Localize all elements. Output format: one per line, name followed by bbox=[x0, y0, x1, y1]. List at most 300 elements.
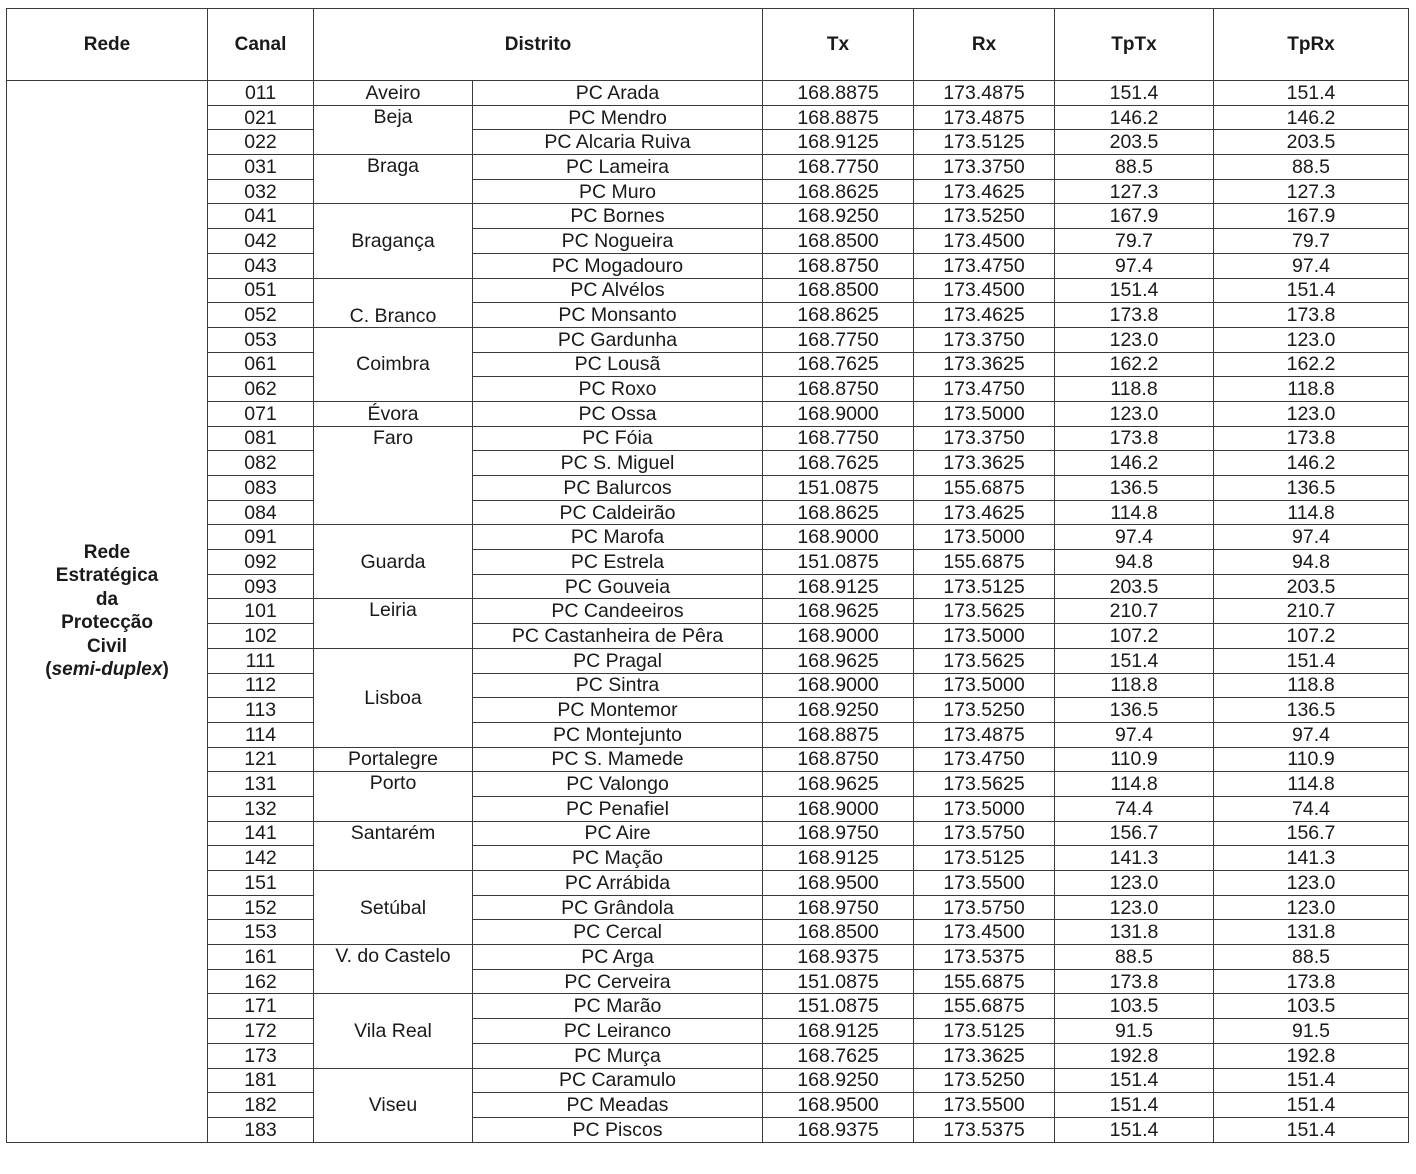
tx-cell: 168.9000 bbox=[763, 624, 914, 649]
table-row bbox=[7, 303, 1409, 328]
table-row bbox=[7, 155, 1409, 180]
tx-cell: 168.7625 bbox=[763, 1043, 914, 1068]
canal-cell: 141 bbox=[208, 821, 314, 846]
tprx-cell: 167.9 bbox=[1214, 204, 1409, 229]
rx-cell: 173.5375 bbox=[914, 945, 1055, 970]
site-cell: PC Gardunha bbox=[473, 327, 763, 352]
site-cell: PC Mendro bbox=[473, 105, 763, 130]
site-cell: PC Grândola bbox=[473, 895, 763, 920]
table-row bbox=[7, 871, 1409, 896]
table-body bbox=[7, 81, 1409, 1143]
table-row bbox=[7, 994, 1409, 1019]
header-tprx: TpRx bbox=[1214, 9, 1409, 81]
tprx-cell: 123.0 bbox=[1214, 895, 1409, 920]
site-cell: PC Marofa bbox=[473, 525, 763, 550]
site-cell: PC Pragal bbox=[473, 648, 763, 673]
site-cell: PC Arrábida bbox=[473, 871, 763, 896]
network-name-line: da bbox=[95, 588, 119, 610]
rx-cell: 173.4625 bbox=[914, 303, 1055, 328]
tprx-cell: 123.0 bbox=[1214, 401, 1409, 426]
rx-cell: 173.3625 bbox=[914, 451, 1055, 476]
district-cell: Guarda bbox=[314, 525, 473, 599]
table-row bbox=[7, 574, 1409, 599]
tx-cell: 168.9500 bbox=[763, 1093, 914, 1118]
tx-cell: 168.8750 bbox=[763, 253, 914, 278]
tptx-cell: 136.5 bbox=[1055, 698, 1214, 723]
canal-cell: 042 bbox=[208, 229, 314, 254]
site-cell: PC Castanheira de Pêra bbox=[473, 624, 763, 649]
rx-cell: 173.5000 bbox=[914, 401, 1055, 426]
table-row bbox=[7, 1019, 1409, 1044]
tptx-cell: 173.8 bbox=[1055, 303, 1214, 328]
tprx-cell: 110.9 bbox=[1214, 747, 1409, 772]
tptx-cell: 97.4 bbox=[1055, 253, 1214, 278]
tptx-cell: 173.8 bbox=[1055, 426, 1214, 451]
rx-cell: 173.3625 bbox=[914, 352, 1055, 377]
network-mode-close: ) bbox=[162, 659, 169, 681]
tx-cell: 168.8750 bbox=[763, 747, 914, 772]
canal-cell: 131 bbox=[208, 772, 314, 797]
tprx-cell: 91.5 bbox=[1214, 1019, 1409, 1044]
rx-cell: 155.6875 bbox=[914, 476, 1055, 501]
canal-cell: 152 bbox=[208, 895, 314, 920]
canal-cell: 081 bbox=[208, 426, 314, 451]
table-header bbox=[7, 9, 1409, 81]
tprx-cell: 141.3 bbox=[1214, 846, 1409, 871]
rx-cell: 173.4875 bbox=[914, 105, 1055, 130]
tptx-cell: 97.4 bbox=[1055, 525, 1214, 550]
tx-cell: 168.9125 bbox=[763, 1019, 914, 1044]
tx-cell: 168.8625 bbox=[763, 303, 914, 328]
rx-cell: 173.5125 bbox=[914, 1019, 1055, 1044]
rx-cell: 173.5000 bbox=[914, 673, 1055, 698]
tprx-cell: 114.8 bbox=[1214, 772, 1409, 797]
tprx-cell: 88.5 bbox=[1214, 945, 1409, 970]
tptx-cell: 192.8 bbox=[1055, 1043, 1214, 1068]
tptx-cell: 123.0 bbox=[1055, 871, 1214, 896]
site-cell: PC Sintra bbox=[473, 673, 763, 698]
rx-cell: 173.4500 bbox=[914, 278, 1055, 303]
table-row bbox=[7, 105, 1409, 130]
district-cell: Aveiro bbox=[314, 81, 473, 106]
tx-cell: 168.9125 bbox=[763, 574, 914, 599]
table-row bbox=[7, 500, 1409, 525]
site-cell: PC Balurcos bbox=[473, 476, 763, 501]
tprx-cell: 118.8 bbox=[1214, 377, 1409, 402]
tptx-cell: 103.5 bbox=[1055, 994, 1214, 1019]
tptx-cell: 97.4 bbox=[1055, 722, 1214, 747]
table-row bbox=[7, 525, 1409, 550]
tx-cell: 168.8500 bbox=[763, 920, 914, 945]
district-cell: Viseu bbox=[314, 1068, 473, 1142]
tptx-cell: 127.3 bbox=[1055, 179, 1214, 204]
site-cell: PC Montejunto bbox=[473, 722, 763, 747]
tx-cell: 168.9000 bbox=[763, 673, 914, 698]
table-row bbox=[7, 401, 1409, 426]
tprx-cell: 103.5 bbox=[1214, 994, 1409, 1019]
rx-cell: 173.5500 bbox=[914, 871, 1055, 896]
tx-cell: 168.7625 bbox=[763, 352, 914, 377]
canal-cell: 151 bbox=[208, 871, 314, 896]
canal-cell: 182 bbox=[208, 1093, 314, 1118]
tptx-cell: 88.5 bbox=[1055, 945, 1214, 970]
tprx-cell: 162.2 bbox=[1214, 352, 1409, 377]
canal-cell: 021 bbox=[208, 105, 314, 130]
district-cell: Santarém bbox=[314, 821, 473, 870]
site-cell: PC Ossa bbox=[473, 401, 763, 426]
tx-cell: 168.9750 bbox=[763, 821, 914, 846]
tprx-cell: 79.7 bbox=[1214, 229, 1409, 254]
network-mode: semi-duplex bbox=[51, 659, 163, 681]
canal-cell: 082 bbox=[208, 451, 314, 476]
tptx-cell: 88.5 bbox=[1055, 155, 1214, 180]
rx-cell: 173.3750 bbox=[914, 155, 1055, 180]
frequency-table bbox=[6, 8, 1409, 1143]
tptx-cell: 118.8 bbox=[1055, 673, 1214, 698]
district-cell: Faro bbox=[314, 426, 473, 525]
tx-cell: 168.8875 bbox=[763, 722, 914, 747]
tx-cell: 151.0875 bbox=[763, 550, 914, 575]
tx-cell: 168.7625 bbox=[763, 451, 914, 476]
rx-cell: 173.5375 bbox=[914, 1117, 1055, 1142]
tptx-cell: 123.0 bbox=[1055, 401, 1214, 426]
site-cell: PC Lameira bbox=[473, 155, 763, 180]
canal-cell: 111 bbox=[208, 648, 314, 673]
tprx-cell: 107.2 bbox=[1214, 624, 1409, 649]
rx-cell: 173.5625 bbox=[914, 599, 1055, 624]
table-row bbox=[7, 624, 1409, 649]
network-mode-open: ( bbox=[45, 659, 52, 681]
rx-cell: 173.5000 bbox=[914, 796, 1055, 821]
district-cell: Leiria bbox=[314, 599, 473, 648]
canal-cell: 052 bbox=[208, 303, 314, 328]
canal-cell: 011 bbox=[208, 81, 314, 106]
table-row bbox=[7, 796, 1409, 821]
network-name-line: Rede bbox=[83, 541, 131, 563]
canal-cell: 112 bbox=[208, 673, 314, 698]
tptx-cell: 151.4 bbox=[1055, 1068, 1214, 1093]
tprx-cell: 173.8 bbox=[1214, 969, 1409, 994]
tx-cell: 168.9750 bbox=[763, 895, 914, 920]
rx-cell: 173.4750 bbox=[914, 377, 1055, 402]
tprx-cell: 192.8 bbox=[1214, 1043, 1409, 1068]
rx-cell: 173.5125 bbox=[914, 574, 1055, 599]
tptx-cell: 110.9 bbox=[1055, 747, 1214, 772]
canal-cell: 041 bbox=[208, 204, 314, 229]
tptx-cell: 123.0 bbox=[1055, 327, 1214, 352]
site-cell: PC Monsanto bbox=[473, 303, 763, 328]
header-distrito: Distrito bbox=[314, 9, 763, 81]
tptx-cell: 146.2 bbox=[1055, 451, 1214, 476]
canal-cell: 043 bbox=[208, 253, 314, 278]
tx-cell: 168.9125 bbox=[763, 130, 914, 155]
table-row bbox=[7, 698, 1409, 723]
table-row bbox=[7, 476, 1409, 501]
rx-cell: 173.4625 bbox=[914, 179, 1055, 204]
table-row bbox=[7, 673, 1409, 698]
table-row bbox=[7, 278, 1409, 303]
canal-cell: 121 bbox=[208, 747, 314, 772]
tx-cell: 168.9250 bbox=[763, 204, 914, 229]
table-row bbox=[7, 352, 1409, 377]
rx-cell: 173.3750 bbox=[914, 426, 1055, 451]
tx-cell: 151.0875 bbox=[763, 476, 914, 501]
table-row bbox=[7, 1068, 1409, 1093]
site-cell: PC Valongo bbox=[473, 772, 763, 797]
canal-cell: 171 bbox=[208, 994, 314, 1019]
tptx-cell: 203.5 bbox=[1055, 574, 1214, 599]
table-row bbox=[7, 550, 1409, 575]
table-row bbox=[7, 772, 1409, 797]
tptx-cell: 114.8 bbox=[1055, 772, 1214, 797]
table-row bbox=[7, 179, 1409, 204]
rx-cell: 173.5625 bbox=[914, 648, 1055, 673]
district-cell: Bragança bbox=[314, 204, 473, 278]
canal-cell: 102 bbox=[208, 624, 314, 649]
table-row bbox=[7, 945, 1409, 970]
rx-cell: 173.5625 bbox=[914, 772, 1055, 797]
table-row bbox=[7, 229, 1409, 254]
table-row bbox=[7, 722, 1409, 747]
tx-cell: 168.9375 bbox=[763, 1117, 914, 1142]
tprx-cell: 146.2 bbox=[1214, 105, 1409, 130]
district-cell: Setúbal bbox=[314, 871, 473, 945]
tx-cell: 168.9375 bbox=[763, 945, 914, 970]
table-row bbox=[7, 821, 1409, 846]
tprx-cell: 146.2 bbox=[1214, 451, 1409, 476]
rx-cell: 173.4625 bbox=[914, 500, 1055, 525]
tptx-cell: 167.9 bbox=[1055, 204, 1214, 229]
canal-cell: 161 bbox=[208, 945, 314, 970]
tprx-cell: 97.4 bbox=[1214, 722, 1409, 747]
header-canal: Canal bbox=[208, 9, 314, 81]
tptx-cell: 74.4 bbox=[1055, 796, 1214, 821]
tprx-cell: 127.3 bbox=[1214, 179, 1409, 204]
tx-cell: 168.9250 bbox=[763, 698, 914, 723]
site-cell: PC Caramulo bbox=[473, 1068, 763, 1093]
rx-cell: 173.5250 bbox=[914, 1068, 1055, 1093]
district-cell: Coimbra bbox=[314, 327, 473, 401]
tx-cell: 168.9625 bbox=[763, 599, 914, 624]
tptx-cell: 151.4 bbox=[1055, 81, 1214, 106]
header-tx: Tx bbox=[763, 9, 914, 81]
site-cell: PC Candeeiros bbox=[473, 599, 763, 624]
tprx-cell: 173.8 bbox=[1214, 426, 1409, 451]
site-cell: PC Aire bbox=[473, 821, 763, 846]
tx-cell: 168.9125 bbox=[763, 846, 914, 871]
rx-cell: 173.3750 bbox=[914, 327, 1055, 352]
tprx-cell: 156.7 bbox=[1214, 821, 1409, 846]
canal-cell: 113 bbox=[208, 698, 314, 723]
tptx-cell: 94.8 bbox=[1055, 550, 1214, 575]
tx-cell: 151.0875 bbox=[763, 994, 914, 1019]
tx-cell: 151.0875 bbox=[763, 969, 914, 994]
rx-cell: 173.4750 bbox=[914, 253, 1055, 278]
rx-cell: 173.4500 bbox=[914, 229, 1055, 254]
tx-cell: 168.7750 bbox=[763, 327, 914, 352]
tprx-cell: 118.8 bbox=[1214, 673, 1409, 698]
tptx-cell: 151.4 bbox=[1055, 1117, 1214, 1142]
site-cell: PC Cerveira bbox=[473, 969, 763, 994]
rx-cell: 173.3625 bbox=[914, 1043, 1055, 1068]
table-row bbox=[7, 426, 1409, 451]
rx-cell: 155.6875 bbox=[914, 969, 1055, 994]
tprx-cell: 123.0 bbox=[1214, 871, 1409, 896]
site-cell: PC Arada bbox=[473, 81, 763, 106]
site-cell: PC Lousã bbox=[473, 352, 763, 377]
rx-cell: 173.5000 bbox=[914, 624, 1055, 649]
site-cell: PC Caldeirão bbox=[473, 500, 763, 525]
table-row bbox=[7, 1043, 1409, 1068]
table-row bbox=[7, 81, 1409, 106]
site-cell: PC Murça bbox=[473, 1043, 763, 1068]
tx-cell: 168.8750 bbox=[763, 377, 914, 402]
site-cell: PC S. Mamede bbox=[473, 747, 763, 772]
table-row bbox=[7, 599, 1409, 624]
tptx-cell: 151.4 bbox=[1055, 1093, 1214, 1118]
district-cell: Lisboa bbox=[314, 648, 473, 747]
canal-cell: 022 bbox=[208, 130, 314, 155]
rx-cell: 173.5125 bbox=[914, 846, 1055, 871]
site-cell: PC Alcaria Ruiva bbox=[473, 130, 763, 155]
network-name-line: Protecção bbox=[61, 612, 153, 634]
table-row bbox=[7, 920, 1409, 945]
table-row bbox=[7, 130, 1409, 155]
site-cell: PC Marão bbox=[473, 994, 763, 1019]
district-cell: C. Branco bbox=[314, 278, 473, 327]
canal-cell: 092 bbox=[208, 550, 314, 575]
tptx-cell: 114.8 bbox=[1055, 500, 1214, 525]
canal-cell: 032 bbox=[208, 179, 314, 204]
canal-cell: 093 bbox=[208, 574, 314, 599]
site-cell: PC Estrela bbox=[473, 550, 763, 575]
table-row bbox=[7, 648, 1409, 673]
tprx-cell: 74.4 bbox=[1214, 796, 1409, 821]
site-cell: PC Piscos bbox=[473, 1117, 763, 1142]
rx-cell: 173.5500 bbox=[914, 1093, 1055, 1118]
tprx-cell: 136.5 bbox=[1214, 698, 1409, 723]
tx-cell: 168.9250 bbox=[763, 1068, 914, 1093]
canal-cell: 181 bbox=[208, 1068, 314, 1093]
tx-cell: 168.8625 bbox=[763, 500, 914, 525]
tptx-cell: 79.7 bbox=[1055, 229, 1214, 254]
tprx-cell: 210.7 bbox=[1214, 599, 1409, 624]
tx-cell: 168.9000 bbox=[763, 796, 914, 821]
rx-cell: 155.6875 bbox=[914, 550, 1055, 575]
rx-cell: 173.5250 bbox=[914, 204, 1055, 229]
tx-cell: 168.9625 bbox=[763, 648, 914, 673]
district-cell: Vila Real bbox=[314, 994, 473, 1068]
tptx-cell: 162.2 bbox=[1055, 352, 1214, 377]
canal-cell: 101 bbox=[208, 599, 314, 624]
canal-cell: 142 bbox=[208, 846, 314, 871]
district-cell: V. do Castelo bbox=[314, 945, 473, 994]
network-name-cell bbox=[7, 81, 208, 1143]
tprx-cell: 203.5 bbox=[1214, 574, 1409, 599]
tx-cell: 168.7750 bbox=[763, 426, 914, 451]
network-name-line: Estratégica bbox=[55, 565, 159, 587]
canal-cell: 162 bbox=[208, 969, 314, 994]
site-cell: PC Penafiel bbox=[473, 796, 763, 821]
rx-cell: 173.5750 bbox=[914, 821, 1055, 846]
tprx-cell: 151.4 bbox=[1214, 278, 1409, 303]
site-cell: PC Meadas bbox=[473, 1093, 763, 1118]
canal-cell: 114 bbox=[208, 722, 314, 747]
tprx-cell: 94.8 bbox=[1214, 550, 1409, 575]
tprx-cell: 97.4 bbox=[1214, 525, 1409, 550]
canal-cell: 132 bbox=[208, 796, 314, 821]
tx-cell: 168.8875 bbox=[763, 105, 914, 130]
rx-cell: 173.4875 bbox=[914, 81, 1055, 106]
table-row bbox=[7, 327, 1409, 352]
table-row bbox=[7, 1117, 1409, 1142]
tx-cell: 168.8500 bbox=[763, 278, 914, 303]
canal-cell: 172 bbox=[208, 1019, 314, 1044]
site-cell: PC Cercal bbox=[473, 920, 763, 945]
table-row bbox=[7, 1093, 1409, 1118]
site-cell: PC Roxo bbox=[473, 377, 763, 402]
tprx-cell: 88.5 bbox=[1214, 155, 1409, 180]
tptx-cell: 107.2 bbox=[1055, 624, 1214, 649]
rx-cell: 173.4500 bbox=[914, 920, 1055, 945]
tptx-cell: 118.8 bbox=[1055, 377, 1214, 402]
tptx-cell: 136.5 bbox=[1055, 476, 1214, 501]
tptx-cell: 123.0 bbox=[1055, 895, 1214, 920]
site-cell: PC Bornes bbox=[473, 204, 763, 229]
tptx-cell: 151.4 bbox=[1055, 648, 1214, 673]
table-row bbox=[7, 969, 1409, 994]
rx-cell: 173.5750 bbox=[914, 895, 1055, 920]
tx-cell: 168.7750 bbox=[763, 155, 914, 180]
canal-cell: 091 bbox=[208, 525, 314, 550]
canal-cell: 173 bbox=[208, 1043, 314, 1068]
site-cell: PC Fóia bbox=[473, 426, 763, 451]
header-rede: Rede bbox=[7, 9, 208, 81]
site-cell: PC Leiranco bbox=[473, 1019, 763, 1044]
tx-cell: 168.9625 bbox=[763, 772, 914, 797]
canal-cell: 031 bbox=[208, 155, 314, 180]
tptx-cell: 91.5 bbox=[1055, 1019, 1214, 1044]
tptx-cell: 146.2 bbox=[1055, 105, 1214, 130]
tprx-cell: 151.4 bbox=[1214, 1068, 1409, 1093]
table-row bbox=[7, 377, 1409, 402]
tprx-cell: 97.4 bbox=[1214, 253, 1409, 278]
district-cell: Porto bbox=[314, 772, 473, 821]
tptx-cell: 131.8 bbox=[1055, 920, 1214, 945]
rx-cell: 173.5125 bbox=[914, 130, 1055, 155]
tprx-cell: 131.8 bbox=[1214, 920, 1409, 945]
canal-cell: 183 bbox=[208, 1117, 314, 1142]
table-row bbox=[7, 253, 1409, 278]
table-row bbox=[7, 747, 1409, 772]
rx-cell: 173.5250 bbox=[914, 698, 1055, 723]
tprx-cell: 151.4 bbox=[1214, 81, 1409, 106]
site-cell: PC S. Miguel bbox=[473, 451, 763, 476]
site-cell: PC Alvélos bbox=[473, 278, 763, 303]
tx-cell: 168.9500 bbox=[763, 871, 914, 896]
tprx-cell: 151.4 bbox=[1214, 1093, 1409, 1118]
tx-cell: 168.8625 bbox=[763, 179, 914, 204]
table-row bbox=[7, 895, 1409, 920]
district-cell: Braga bbox=[314, 155, 473, 204]
site-cell: PC Montemor bbox=[473, 698, 763, 723]
rx-cell: 173.4750 bbox=[914, 747, 1055, 772]
tptx-cell: 210.7 bbox=[1055, 599, 1214, 624]
tprx-cell: 123.0 bbox=[1214, 327, 1409, 352]
canal-cell: 053 bbox=[208, 327, 314, 352]
tprx-cell: 151.4 bbox=[1214, 1117, 1409, 1142]
district-cell: Portalegre bbox=[314, 747, 473, 772]
